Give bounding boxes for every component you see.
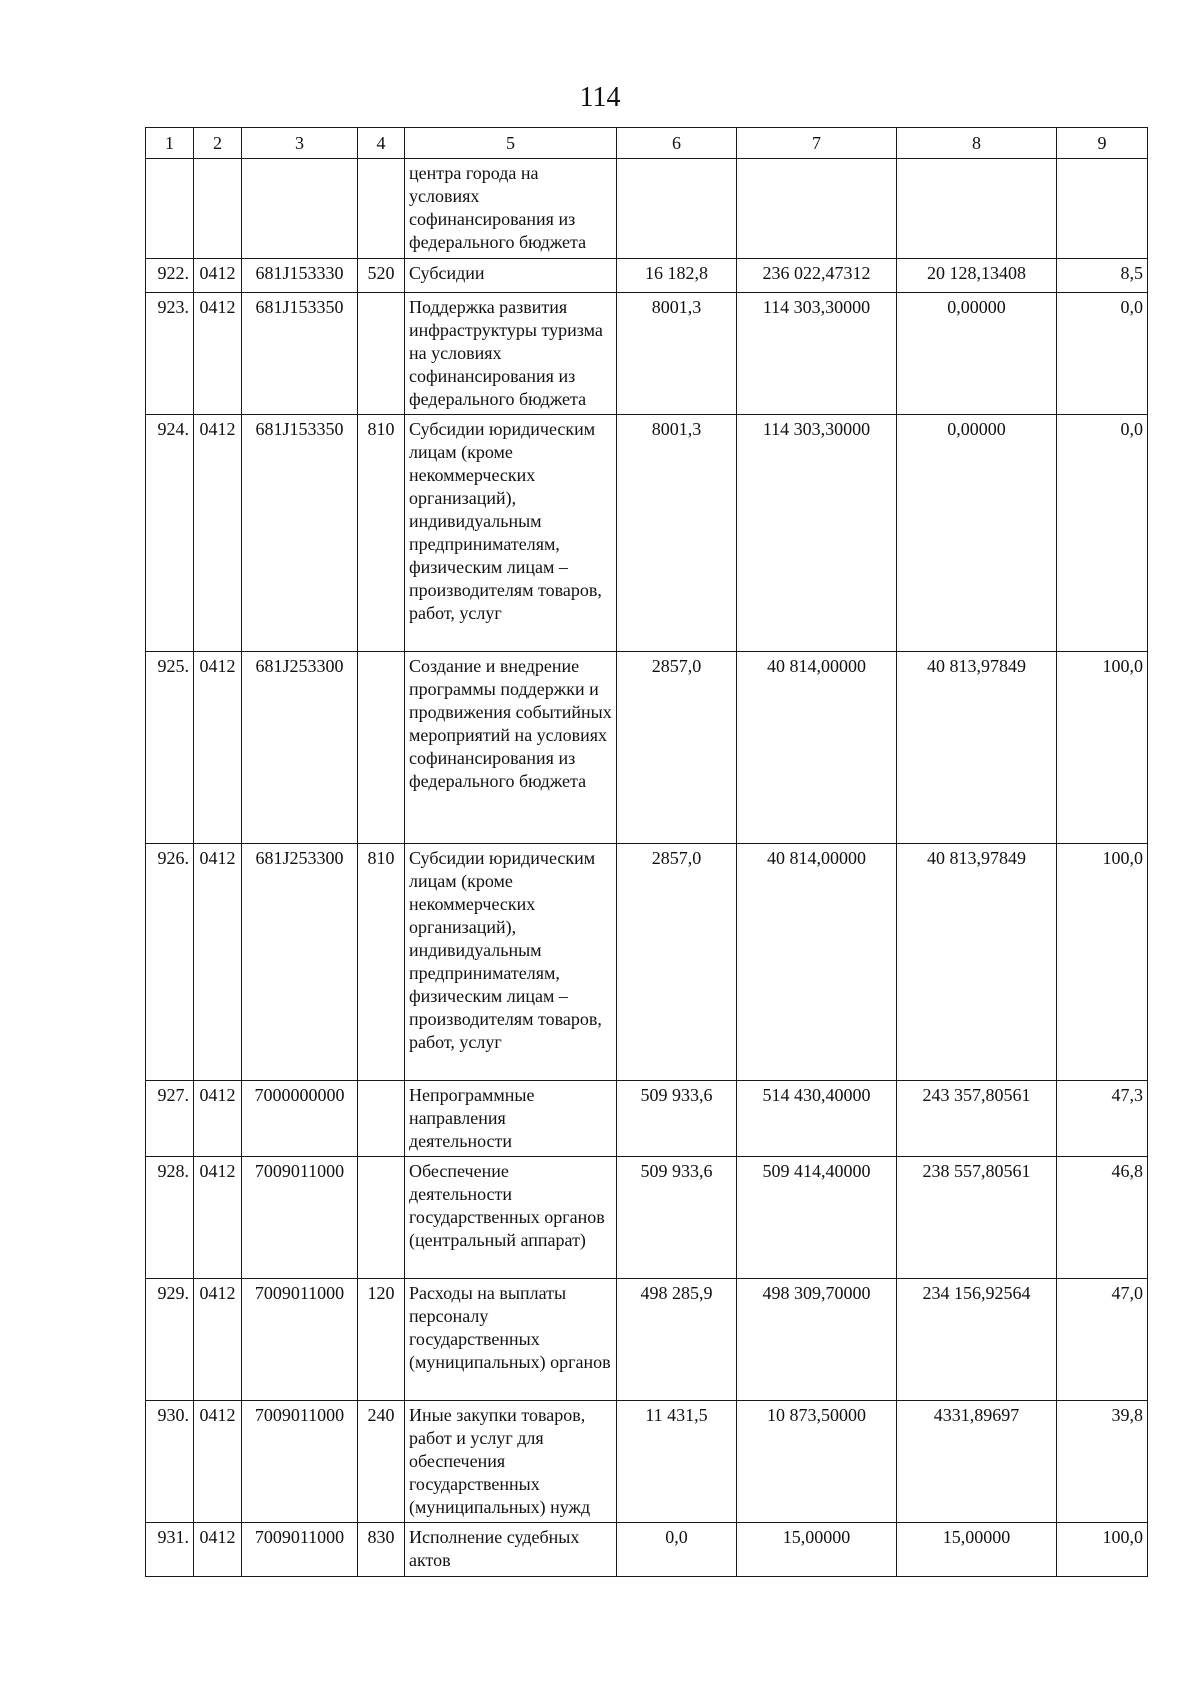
item-name-cell: Субсидии юридическим лицам (кроме некоммерческих организаций), индивидуальным предпринимателям, физическим лицам – производителям товаров, работ, услуг	[405, 415, 617, 652]
percent-cell: 8,5	[1057, 259, 1148, 293]
value-col7-cell: 514 430,40000	[737, 1081, 897, 1157]
row-number-cell: 927.	[146, 1081, 194, 1157]
item-name-cell: Субсидии	[405, 259, 617, 293]
value-col7-cell: 40 814,00000	[737, 844, 897, 1081]
header-cell-4: 4	[358, 128, 405, 159]
value-col6-cell: 8001,3	[617, 415, 737, 652]
target-code-cell: 681J153330	[242, 259, 358, 293]
expense-kind-cell: 830	[358, 1523, 405, 1577]
expense-kind-cell	[358, 293, 405, 415]
value-col7-cell	[737, 159, 897, 259]
value-col6-cell: 11 431,5	[617, 1401, 737, 1523]
section-code-cell: 0412	[194, 1523, 242, 1577]
header-cell-7: 7	[737, 128, 897, 159]
expense-kind-cell: 810	[358, 415, 405, 652]
table-row-924	[146, 415, 1148, 652]
section-code-cell: 0412	[194, 1401, 242, 1523]
value-col7-cell: 10 873,50000	[737, 1401, 897, 1523]
header-cell-5: 5	[405, 128, 617, 159]
percent-cell: 47,0	[1057, 1279, 1148, 1401]
target-code-cell: 681J153350	[242, 415, 358, 652]
budget-table	[145, 127, 1148, 1577]
table-row-931	[146, 1523, 1148, 1577]
section-code-cell: 0412	[194, 1081, 242, 1157]
percent-cell	[1057, 159, 1148, 259]
target-code-cell	[242, 159, 358, 259]
expense-kind-cell: 120	[358, 1279, 405, 1401]
value-col8-cell	[897, 159, 1057, 259]
expense-kind-cell: 520	[358, 259, 405, 293]
header-cell-2: 2	[194, 128, 242, 159]
table-row-925	[146, 652, 1148, 844]
row-number-cell: 930.	[146, 1401, 194, 1523]
item-name-cell: Исполнение судебных актов	[405, 1523, 617, 1577]
value-col6-cell: 509 933,6	[617, 1157, 737, 1279]
percent-cell: 100,0	[1057, 1523, 1148, 1577]
value-col7-cell: 498 309,70000	[737, 1279, 897, 1401]
expense-kind-cell	[358, 159, 405, 259]
expense-kind-cell	[358, 1157, 405, 1279]
table-row-930	[146, 1401, 1148, 1523]
row-number-cell: 929.	[146, 1279, 194, 1401]
row-number-cell: 922.	[146, 259, 194, 293]
target-code-cell: 7009011000	[242, 1523, 358, 1577]
target-code-cell: 7009011000	[242, 1401, 358, 1523]
percent-cell: 0,0	[1057, 293, 1148, 415]
target-code-cell: 681J253300	[242, 844, 358, 1081]
value-col7-cell: 236 022,47312	[737, 259, 897, 293]
value-col8-cell: 0,00000	[897, 415, 1057, 652]
value-col8-cell: 234 156,92564	[897, 1279, 1057, 1401]
percent-cell: 39,8	[1057, 1401, 1148, 1523]
header-cell-9: 9	[1057, 128, 1148, 159]
header-row	[146, 128, 1148, 159]
percent-cell: 100,0	[1057, 844, 1148, 1081]
value-col8-cell: 40 813,97849	[897, 844, 1057, 1081]
value-col6-cell: 509 933,6	[617, 1081, 737, 1157]
target-code-cell: 7009011000	[242, 1279, 358, 1401]
item-name-cell: Создание и внедрение программы поддержки и продвижения событийных мероприятий на условиях софинансирования из федерального бюджета	[405, 652, 617, 844]
target-code-cell: 7000000000	[242, 1081, 358, 1157]
row-number-cell: 928.	[146, 1157, 194, 1279]
value-col6-cell: 2857,0	[617, 652, 737, 844]
value-col6-cell	[617, 159, 737, 259]
section-code-cell: 0412	[194, 415, 242, 652]
value-col8-cell: 20 128,13408	[897, 259, 1057, 293]
row-number-cell: 925.	[146, 652, 194, 844]
expense-kind-cell: 810	[358, 844, 405, 1081]
section-code-cell: 0412	[194, 652, 242, 844]
row-number-cell: 931.	[146, 1523, 194, 1577]
value-col8-cell: 40 813,97849	[897, 652, 1057, 844]
item-name-cell: Субсидии юридическим лицам (кроме некоммерческих организаций), индивидуальным предпринимателям, физическим лицам – производителям товаров, работ, услуг	[405, 844, 617, 1081]
row-number-cell	[146, 159, 194, 259]
expense-kind-cell	[358, 1081, 405, 1157]
table-row-927	[146, 1081, 1148, 1157]
value-col7-cell: 509 414,40000	[737, 1157, 897, 1279]
header-cell-6: 6	[617, 128, 737, 159]
page-number: 114	[579, 82, 621, 113]
table-row-926	[146, 844, 1148, 1081]
section-code-cell: 0412	[194, 1279, 242, 1401]
expense-kind-cell: 240	[358, 1401, 405, 1523]
value-col6-cell: 8001,3	[617, 293, 737, 415]
value-col8-cell: 0,00000	[897, 293, 1057, 415]
item-name-cell: Поддержка развития инфраструктуры туризма на условиях софинансирования из федерального бюджета	[405, 293, 617, 415]
value-col8-cell: 4331,89697	[897, 1401, 1057, 1523]
target-code-cell: 681J253300	[242, 652, 358, 844]
value-col7-cell: 15,00000	[737, 1523, 897, 1577]
value-col8-cell: 15,00000	[897, 1523, 1057, 1577]
table-row-continuation	[146, 159, 1148, 259]
value-col7-cell: 40 814,00000	[737, 652, 897, 844]
value-col7-cell: 114 303,30000	[737, 293, 897, 415]
section-code-cell: 0412	[194, 1157, 242, 1279]
value-col6-cell: 498 285,9	[617, 1279, 737, 1401]
item-name-cell: Иные закупки товаров, работ и услуг для обеспечения государственных (муниципальных) нужд	[405, 1401, 617, 1523]
header-cell-8: 8	[897, 128, 1057, 159]
percent-cell: 0,0	[1057, 415, 1148, 652]
expense-kind-cell	[358, 652, 405, 844]
header-cell-1: 1	[146, 128, 194, 159]
target-code-cell: 681J153350	[242, 293, 358, 415]
row-number-cell: 924.	[146, 415, 194, 652]
percent-cell: 47,3	[1057, 1081, 1148, 1157]
item-name-cell: центра города на условиях софинансирования из федерального бюджета	[405, 159, 617, 259]
value-col6-cell: 0,0	[617, 1523, 737, 1577]
percent-cell: 46,8	[1057, 1157, 1148, 1279]
value-col7-cell: 114 303,30000	[737, 415, 897, 652]
table-row-922	[146, 259, 1148, 293]
target-code-cell: 7009011000	[242, 1157, 358, 1279]
row-number-cell: 926.	[146, 844, 194, 1081]
value-col6-cell: 2857,0	[617, 844, 737, 1081]
header-cell-3: 3	[242, 128, 358, 159]
value-col6-cell: 16 182,8	[617, 259, 737, 293]
table-row-923	[146, 293, 1148, 415]
percent-cell: 100,0	[1057, 652, 1148, 844]
section-code-cell	[194, 159, 242, 259]
table-row-928	[146, 1157, 1148, 1279]
item-name-cell: Расходы на выплаты персоналу государственных (муниципальных) органов	[405, 1279, 617, 1401]
section-code-cell: 0412	[194, 259, 242, 293]
table-row-929	[146, 1279, 1148, 1401]
section-code-cell: 0412	[194, 844, 242, 1081]
item-name-cell: Обеспечение деятельности государственных органов (центральный аппарат)	[405, 1157, 617, 1279]
value-col8-cell: 243 357,80561	[897, 1081, 1057, 1157]
section-code-cell: 0412	[194, 293, 242, 415]
value-col8-cell: 238 557,80561	[897, 1157, 1057, 1279]
row-number-cell: 923.	[146, 293, 194, 415]
item-name-cell: Непрограммные направления деятельности	[405, 1081, 617, 1157]
